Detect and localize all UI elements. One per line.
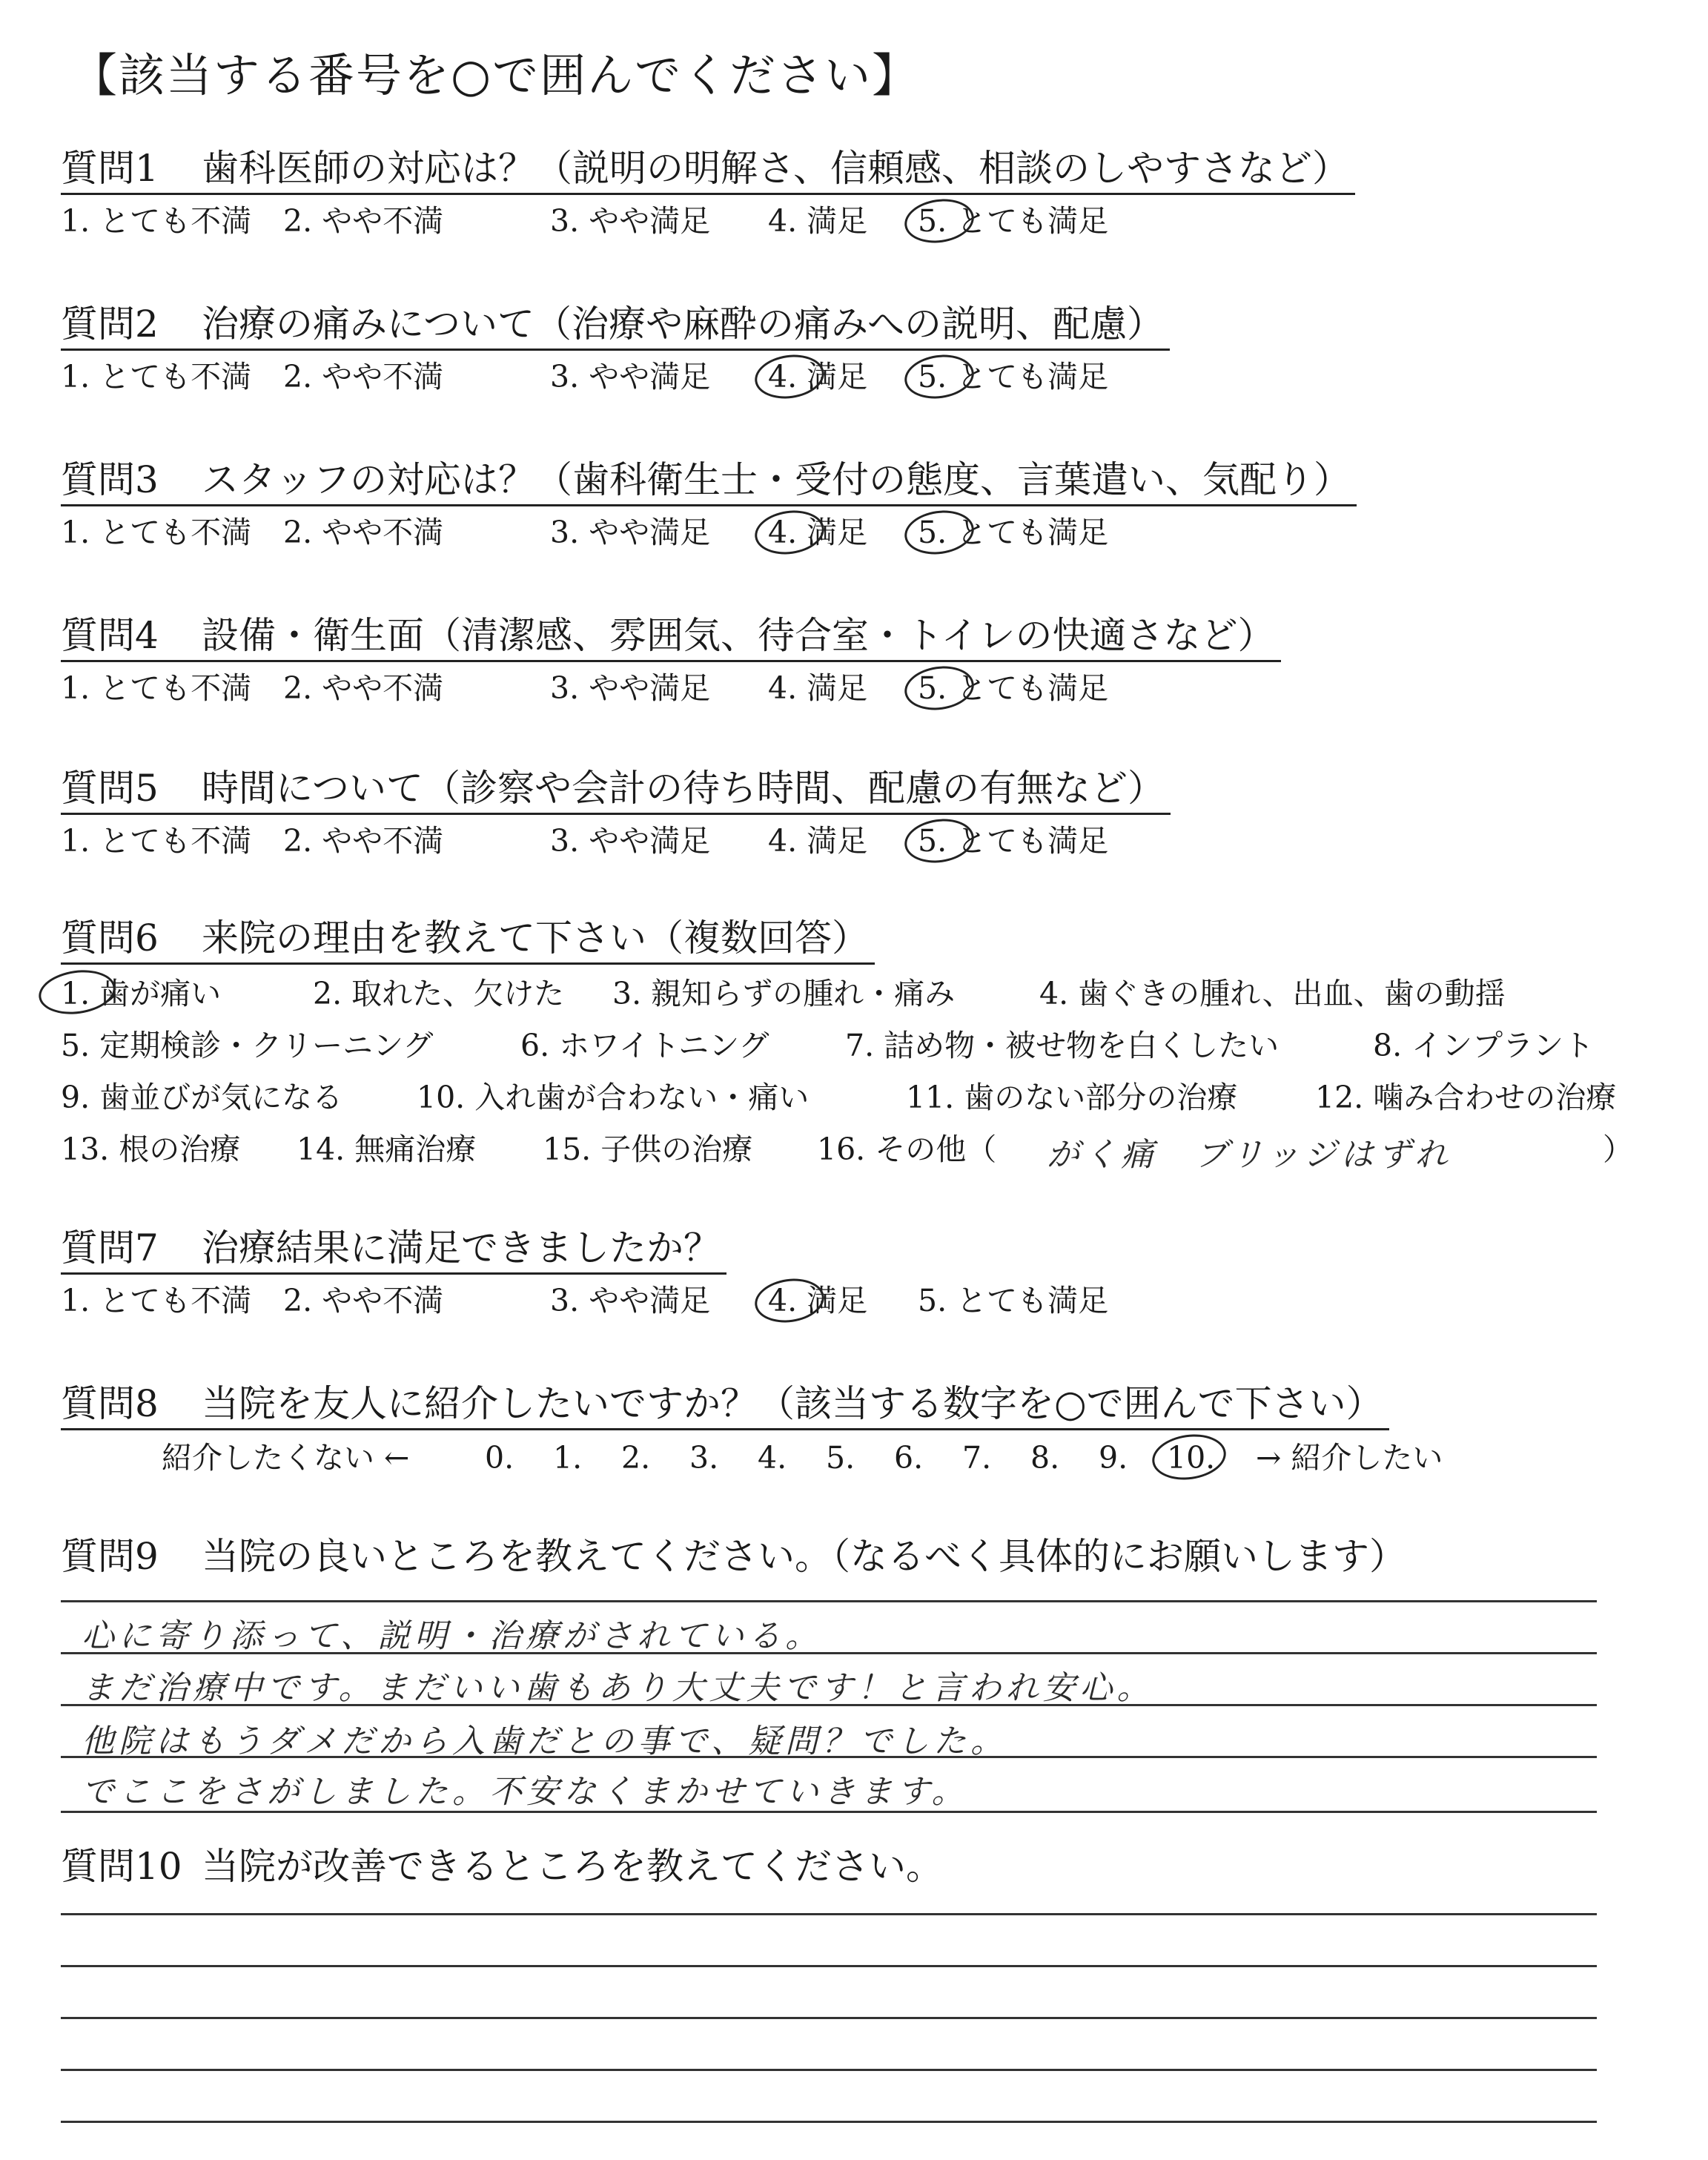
handwritten-answer-line: 他院はもうダメだから入歯だとの事で、疑問？でした。: [82, 1723, 1008, 1760]
answer-line: [61, 1652, 1597, 1654]
question-number: 質問3: [61, 458, 159, 501]
handwritten-answer-line: 心に寄り添って、説明・治療がされている。: [82, 1617, 823, 1655]
answer-line[interactable]: [61, 2069, 1597, 2071]
answer-line: [61, 1704, 1597, 1706]
rating-option-1[interactable]: 1. とても不満: [61, 823, 252, 859]
question-5: [61, 764, 1171, 867]
question-9: [61, 1532, 1412, 1581]
page-title: 【該当する番号を○で囲んでください】: [71, 48, 920, 102]
question-7: [61, 1223, 1109, 1327]
other-close-paren: ）: [1603, 1132, 1633, 1167]
option-row: [61, 1071, 1617, 1123]
answer-line[interactable]: [61, 2121, 1597, 2123]
option-7[interactable]: 7. 詰め物・被せ物を白くしたい: [845, 1028, 1280, 1063]
rating-option-3[interactable]: 3. やや満足: [550, 203, 711, 239]
question-6: [61, 914, 1633, 1175]
referral-number-3[interactable]: 3.: [689, 1440, 719, 1476]
rating-option-1[interactable]: 1. とても不満: [61, 515, 252, 550]
option-15[interactable]: 15. 子供の治療: [543, 1132, 753, 1167]
option-row: [61, 1020, 1595, 1071]
answer-line[interactable]: [61, 1913, 1597, 1915]
referral-number-4[interactable]: 4.: [758, 1440, 787, 1476]
referral-number-1[interactable]: 1.: [553, 1440, 583, 1476]
referral-number-10[interactable]: 10.: [1167, 1440, 1216, 1476]
question-4-heading: [61, 611, 1281, 662]
rating-option-4[interactable]: 4. 満足: [768, 359, 868, 394]
answer-line[interactable]: [61, 2017, 1597, 2019]
answer-line: [61, 1811, 1597, 1813]
question-text: 来院の理由を教えて下さい（複数回答）: [202, 916, 869, 960]
question-text: 時間について（診察や会計の待ち時間、配慮の有無など）: [202, 767, 1165, 810]
option-11[interactable]: 11. 歯のない部分の治療: [906, 1080, 1238, 1115]
question-5-heading: [61, 764, 1171, 815]
question-text: 当院が改善できるところを教えてください。: [202, 1845, 943, 1888]
referral-number-7[interactable]: 7.: [962, 1440, 992, 1476]
rating-option-5[interactable]: 5. とても満足: [918, 359, 1109, 394]
rating-option-3[interactable]: 3. やや満足: [550, 670, 711, 706]
answer-line[interactable]: [61, 1965, 1597, 1967]
rating-option-4[interactable]: 4. 満足: [768, 1283, 868, 1318]
question-text: 歯科医師の対応は？（説明の明解さ、信頼感、相談のしやすさなど）: [202, 147, 1349, 190]
rating-choices: [61, 662, 1281, 714]
rating-option-2[interactable]: 2. やや不満: [283, 670, 444, 706]
rating-option-2[interactable]: 2. やや不満: [283, 515, 444, 550]
question-2-heading: [61, 300, 1170, 351]
question-7-heading: [61, 1223, 726, 1275]
rating-option-2[interactable]: 2. やや不満: [283, 203, 444, 239]
question-number: 質問10: [61, 1845, 182, 1888]
answer-line: [61, 1600, 1597, 1602]
question-3: [61, 455, 1357, 558]
question-text: 設備・衛生面（清潔感、雰囲気、待合室・トイレの快適さなど）: [202, 614, 1275, 657]
rating-choices: [61, 506, 1357, 558]
option-14[interactable]: 14. 無痛治療: [297, 1132, 477, 1167]
option-6[interactable]: 6. ホワイトニング: [520, 1028, 769, 1063]
question-number: 質問9: [61, 1535, 159, 1578]
option-13[interactable]: 13. 根の治療: [61, 1132, 241, 1167]
rating-option-3[interactable]: 3. やや満足: [550, 1283, 711, 1318]
rating-option-3[interactable]: 3. やや満足: [550, 515, 711, 550]
question-1-heading: [61, 144, 1355, 195]
rating-choices: [61, 195, 1355, 247]
question-number: 質問6: [61, 916, 159, 960]
handwritten-answer-line: でここをさがしました。不安なくまかせていきます。: [82, 1773, 969, 1811]
question-10-heading: [61, 1842, 949, 1891]
question-text: 当院の良いところを教えてください。（なるべく具体的にお願いします）: [202, 1535, 1406, 1578]
rating-option-1[interactable]: 1. とても不満: [61, 1283, 252, 1318]
rating-option-5[interactable]: 5. とても満足: [918, 670, 1109, 706]
rating-option-5[interactable]: 5. とても満足: [918, 515, 1109, 550]
question-number: 質問2: [61, 303, 159, 346]
question-6-heading: [61, 914, 875, 965]
rating-choices: [61, 815, 1171, 867]
option-9[interactable]: 9. 歯並びが気になる: [61, 1080, 343, 1115]
option-1[interactable]: 1. 歯が痛い: [61, 976, 222, 1011]
rating-option-1[interactable]: 1. とても不満: [61, 670, 252, 706]
option-row: [61, 1123, 1633, 1175]
circle-mark: [1149, 1430, 1228, 1484]
question-8-heading: [61, 1379, 1389, 1430]
question-8: [61, 1379, 1443, 1485]
question-number: 質問4: [61, 614, 159, 657]
referral-number-9[interactable]: 9.: [1099, 1440, 1128, 1476]
option-8[interactable]: 8. インプラント: [1373, 1028, 1595, 1063]
rating-option-5[interactable]: 5. とても満足: [918, 823, 1109, 859]
question-number: 質問7: [61, 1226, 159, 1269]
rating-option-4[interactable]: 4. 満足: [768, 823, 868, 859]
scale-left-label: 紹介したくない ←: [162, 1440, 410, 1476]
question-3-heading: [61, 455, 1357, 506]
option-3[interactable]: 3. 親知らずの腫れ・痛み: [612, 976, 956, 1011]
rating-option-4[interactable]: 4. 満足: [768, 203, 868, 239]
option-16[interactable]: 16. その他（: [817, 1132, 997, 1167]
rating-option-3[interactable]: 3. やや満足: [550, 823, 711, 859]
scale-right-label: → 紹介したい: [1256, 1440, 1443, 1476]
rating-option-4[interactable]: 4. 満足: [768, 515, 868, 550]
rating-option-1[interactable]: 1. とても不満: [61, 359, 252, 394]
rating-option-2[interactable]: 2. やや不満: [283, 359, 444, 394]
referral-number-2[interactable]: 2.: [621, 1440, 651, 1476]
option-5[interactable]: 5. 定期検診・クリーニング: [61, 1028, 434, 1063]
rating-choices: [61, 351, 1170, 403]
referral-number-6[interactable]: 6.: [894, 1440, 924, 1476]
option-4[interactable]: 4. 歯ぐきの腫れ、出血、歯の動揺: [1039, 976, 1506, 1011]
rating-option-5[interactable]: 5. とても満足: [918, 203, 1109, 239]
question-number: 質問1: [61, 147, 159, 190]
rating-option-3[interactable]: 3. やや満足: [550, 359, 711, 394]
question-text: 治療の痛みについて（治療や麻酔の痛みへの説明、配慮）: [202, 303, 1164, 346]
question-10: [61, 1842, 949, 1891]
referral-number-5[interactable]: 5.: [826, 1440, 855, 1476]
option-12[interactable]: 12. 噛み合わせの治療: [1315, 1080, 1617, 1115]
option-10[interactable]: 10. 入れ歯が合わない・痛い: [417, 1080, 810, 1115]
question-1: [61, 144, 1355, 247]
question-number: 質問5: [61, 767, 159, 810]
question-text: 治療結果に満足できましたか？: [202, 1226, 721, 1269]
question-2: [61, 300, 1170, 403]
question-9-heading: [61, 1532, 1412, 1581]
rating-option-2[interactable]: 2. やや不満: [283, 823, 444, 859]
question-text: スタッフの対応は？（歯科衛生士・受付の態度、言葉遣い、気配り）: [202, 458, 1351, 501]
question-4: [61, 611, 1281, 714]
rating-option-5[interactable]: 5. とても満足: [918, 1283, 1109, 1318]
answer-line: [61, 1756, 1597, 1758]
option-2[interactable]: 2. 取れた、欠けた: [313, 976, 565, 1011]
rating-option-4[interactable]: 4. 満足: [768, 670, 868, 706]
rating-choices: [61, 1275, 1109, 1327]
option-row: [61, 968, 1506, 1020]
handwritten-answer-line: まだ治療中です。まだいい歯もあり大丈夫です！と言われ安心。: [82, 1669, 1154, 1707]
referral-scale: [61, 1430, 1443, 1485]
question-text: 当院を友人に紹介したいですか？（該当する数字を○で囲んで下さい）: [202, 1382, 1383, 1425]
referral-number-8[interactable]: 8.: [1030, 1440, 1060, 1476]
rating-option-2[interactable]: 2. やや不満: [283, 1283, 444, 1318]
other-handwritten-answer: がく痛 ブリッジはずれ: [1047, 1136, 1452, 1174]
question-number: 質問8: [61, 1382, 159, 1425]
rating-option-1[interactable]: 1. とても不満: [61, 203, 252, 239]
referral-number-0[interactable]: 0.: [485, 1440, 514, 1476]
